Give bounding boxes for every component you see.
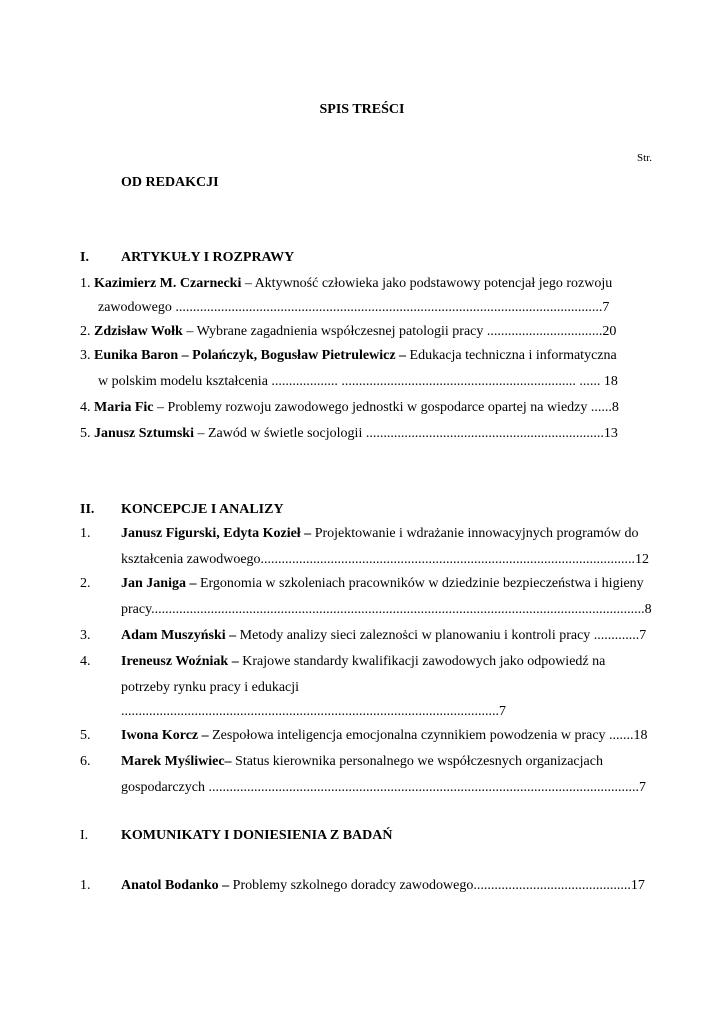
s2-item2-cont: pracy.............................................................................................................................................8 bbox=[121, 602, 652, 617]
section3-title: KOMUNIKATY I DONIESIENIA Z BADAŃ bbox=[121, 828, 393, 843]
item-author: Janusz Figurski, Edyta Kozieł – bbox=[121, 526, 312, 541]
item-title: Status kierownika personalnego we współczesnych organizacjach bbox=[235, 754, 603, 769]
s2-item6-number: 6. bbox=[80, 754, 91, 769]
section3-number: I. bbox=[80, 828, 89, 843]
item-author: Marek Myśliwiec– bbox=[121, 754, 232, 769]
s1-item1-cont: zawodowego ..........................................................................................................................7 bbox=[98, 300, 610, 315]
s1-item3 bbox=[80, 346, 617, 366]
section2-number: II. bbox=[80, 502, 95, 517]
s2-item6-cont: gospodarczych ...........................................................................................................................7 bbox=[121, 780, 646, 795]
s1-item4 bbox=[80, 398, 619, 418]
item-title: Aktywność człowieka jako podstawowy potencjał jego rozwoju bbox=[254, 276, 613, 291]
s3-item1-number: 1. bbox=[80, 878, 91, 893]
s2-item1-cont: kształcenia zawodwoego...........................................................................................................12 bbox=[121, 552, 650, 567]
item-number: 1. bbox=[80, 276, 91, 291]
item-author: Jan Janiga – bbox=[121, 576, 197, 591]
s1-item5 bbox=[80, 424, 618, 444]
s2-item1 bbox=[121, 524, 639, 544]
item-title: Zespołowa inteligencja emocjonalna czynnikiem powodzenia w pracy .......18 bbox=[212, 728, 648, 743]
item-number: 3. bbox=[80, 348, 91, 363]
s2-item2-number: 2. bbox=[80, 576, 91, 591]
item-sep: – bbox=[241, 276, 255, 291]
item-author: Zdzisław Wołk bbox=[94, 324, 183, 339]
item-sep: – bbox=[153, 400, 168, 415]
item-author: Janusz Sztumski bbox=[94, 426, 194, 441]
item-author: Maria Fic bbox=[94, 400, 154, 415]
od-redakcji-heading: OD REDAKCJI bbox=[121, 175, 219, 190]
item-title: Edukacja techniczna i informatyczna bbox=[409, 348, 617, 363]
item-title: Problemy rozwoju zawodowego jednostki w gospodarce opartej na wiedzy ......8 bbox=[167, 400, 619, 415]
s2-item4-number: 4. bbox=[80, 654, 91, 669]
s1-item2 bbox=[80, 322, 616, 342]
item-title: Zawód w świetle socjologii ....................................................................13 bbox=[207, 426, 618, 441]
s1-item1 bbox=[80, 274, 612, 294]
s2-item3 bbox=[121, 626, 646, 646]
item-number: 5. bbox=[80, 426, 91, 441]
item-number: 2. bbox=[80, 324, 91, 339]
s2-item4-cont: potrzeby rynku pracy i edukacji bbox=[121, 680, 300, 695]
item-title: Projektowanie i wdrażanie innowacyjnych programów do bbox=[314, 526, 639, 541]
s2-item3-number: 3. bbox=[80, 628, 91, 643]
s2-item5-number: 5. bbox=[80, 728, 91, 743]
page-title: SPIS TREŚCI bbox=[319, 102, 405, 117]
page-column-label: Str. bbox=[637, 152, 652, 164]
item-author: Ireneusz Woźniak – bbox=[121, 654, 239, 669]
s2-item1-number: 1. bbox=[80, 526, 91, 541]
item-sep: – bbox=[182, 324, 197, 339]
item-title: Krajowe standardy kwalifikacji zawodowych jako odpowiedź na bbox=[242, 654, 606, 669]
item-title: Wybrane zagadnienia współczesnej patologii pracy .................................20 bbox=[196, 324, 617, 339]
item-author: Iwona Korcz – bbox=[121, 728, 209, 743]
item-author: Adam Muszyński – bbox=[121, 628, 237, 643]
section1-number: I. bbox=[80, 250, 89, 265]
s2-item4 bbox=[121, 652, 605, 672]
s2-item2 bbox=[121, 574, 644, 594]
item-title: Problemy szkolnego doradcy zawodowego.............................................17 bbox=[232, 878, 645, 893]
section1-title: ARTYKUŁY I ROZPRAWY bbox=[121, 250, 295, 265]
item-author: Anatol Bodanko – bbox=[121, 878, 230, 893]
s3-item1 bbox=[121, 876, 645, 896]
item-sep: – bbox=[193, 426, 208, 441]
section2-title: KONCEPCJE I ANALIZY bbox=[121, 502, 284, 517]
s2-item6 bbox=[121, 752, 603, 772]
item-author: Kazimierz M. Czarnecki bbox=[94, 276, 242, 291]
s1-item3-cont: w polskim modelu kształcenia ................... ................................................................... ...... 18 bbox=[98, 374, 618, 389]
s2-item5 bbox=[121, 726, 648, 746]
item-author: Eunika Baron – Polańczyk, Bogusław Pietrulewicz – bbox=[94, 348, 407, 363]
item-title: Ergonomia w szkoleniach pracowników w dziedzinie bezpieczeństwa i higieny bbox=[199, 576, 644, 591]
s2-item4-cont2: ............................................................................................................7 bbox=[121, 704, 506, 719]
item-title: Metody analizy sieci zaleznoṡci w planowaniu i kontroli pracy .............7 bbox=[239, 628, 647, 643]
item-number: 4. bbox=[80, 400, 91, 415]
